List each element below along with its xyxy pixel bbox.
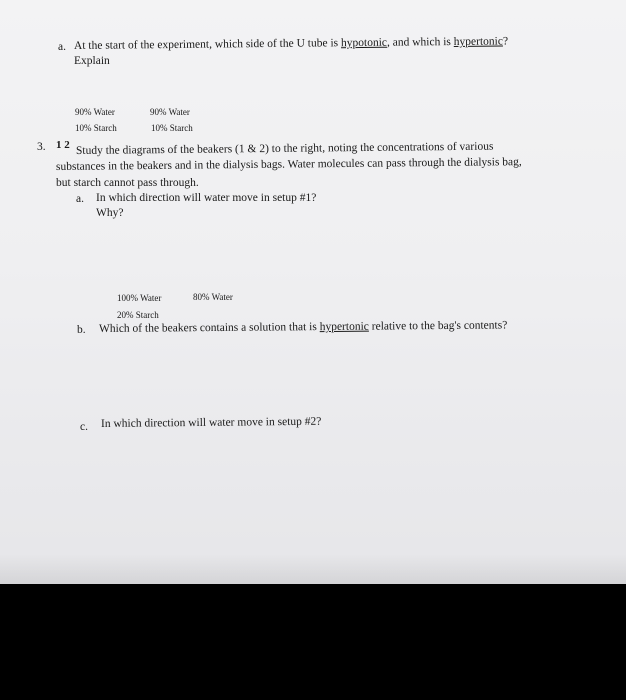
question-3-line-3: but starch cannot pass through.	[56, 177, 199, 189]
question-c-text: In which direction will water move in setup #2?	[100, 415, 322, 430]
question-3-number: 3.	[37, 141, 46, 153]
question-a-label: a.	[58, 41, 66, 53]
hypertonic-term: hypertonic	[453, 35, 503, 49]
question-c-label: c.	[80, 421, 88, 433]
diagram-labels: 1 2	[56, 139, 70, 151]
hypertonic-term-b: hypertonic	[319, 320, 369, 334]
question-3a-why: Why?	[96, 207, 124, 219]
utube-right-starch: 10% Starch	[151, 123, 193, 133]
question-3a-text: In which direction will water move in setup #1?	[96, 192, 317, 204]
utube-left-water: 90% Water	[75, 107, 115, 117]
question-3a-label: a.	[76, 193, 84, 205]
question-3-line-2: substances in the beakers and in the dialysis bags. Water molecules can pass through the dialysis bag,	[55, 156, 522, 173]
question-b-label: b.	[77, 324, 86, 336]
question-3-line-1: Study the diagrams of the beakers (1 & 2) to the right, noting the concentrations of various	[75, 140, 494, 157]
question-b-text: Which of the beakers contains a solution that is hypertonic relative to the bag's contents?	[98, 319, 508, 335]
hypotonic-term: hypotonic	[340, 36, 388, 50]
utube-right-water: 90% Water	[150, 107, 190, 117]
beaker-1-water: 100% Water	[117, 293, 162, 303]
utube-left-starch: 10% Starch	[75, 123, 117, 133]
explain-prompt: Explain	[74, 55, 110, 67]
beaker-2-water: 80% Water	[193, 292, 233, 302]
question-a-text: At the start of the experiment, which side of the U tube is hypotonic, and which is hypertonic?	[73, 35, 509, 52]
beaker-1-starch: 20% Starch	[117, 310, 159, 320]
